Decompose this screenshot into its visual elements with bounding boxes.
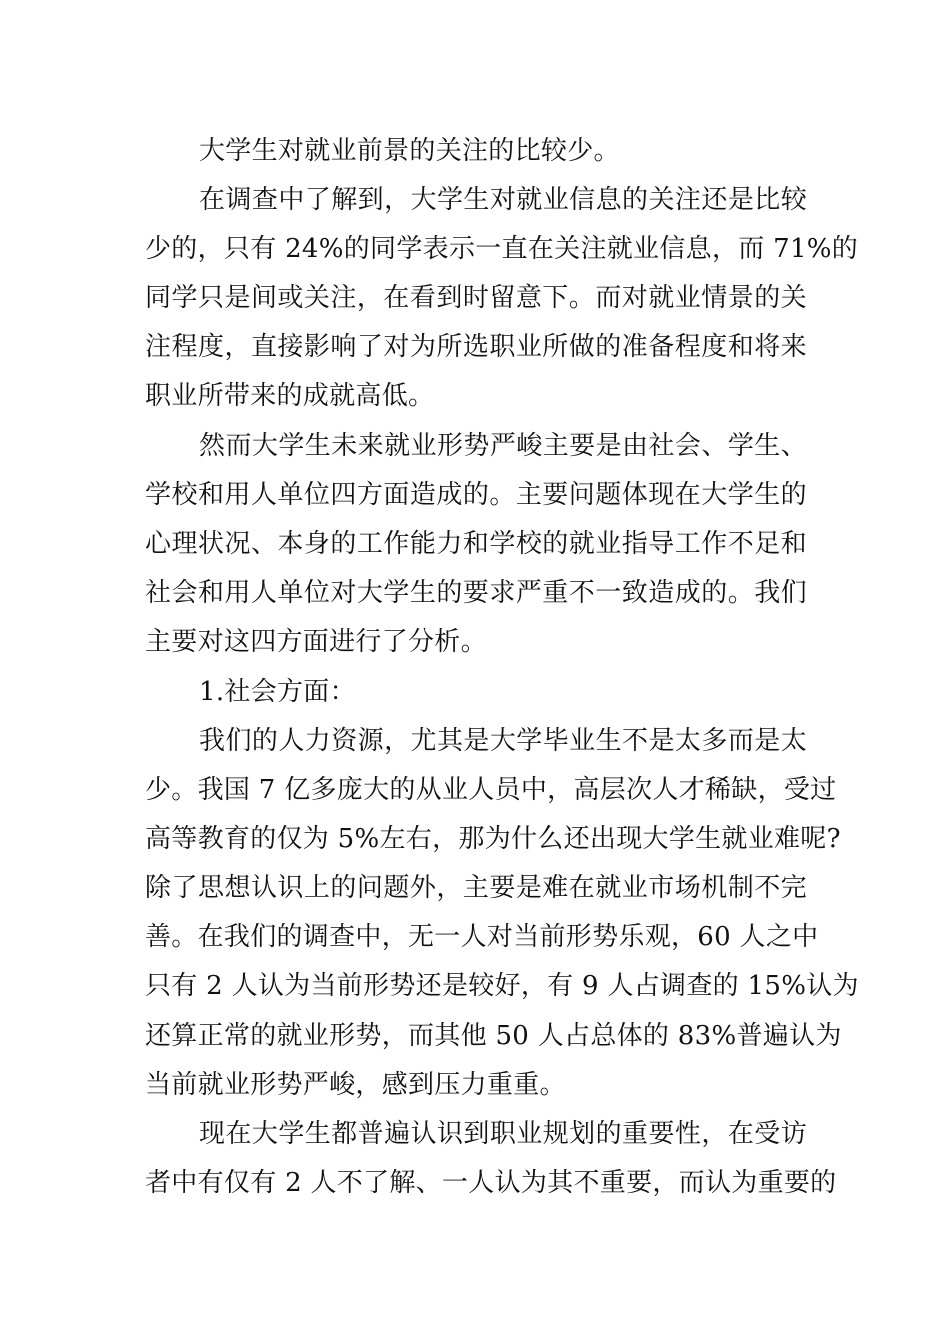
paragraph-2-line-1: 在调查中了解到，大学生对就业信息的关注还是比较 xyxy=(199,185,807,215)
paragraph-5-line-8: 当前就业形势严峻，感到压力重重。 xyxy=(145,1070,566,1100)
paragraph-2-line-4: 注程度，直接影响了对为所选职业所做的准备程度和将来 xyxy=(145,332,807,362)
paragraph-6-line-2: 者中有仅有 2 人不了解、一人认为其不重要，而认为重要的 xyxy=(145,1168,837,1198)
paragraph-6-line-1: 现在大学生都普遍认识到职业规划的重要性，在受访 xyxy=(199,1119,807,1149)
paragraph-5-line-3: 高等教育的仅为 5%左右，那为什么还出现大学生就业难呢? xyxy=(145,824,841,854)
paragraph-5-line-5: 善。在我们的调查中，无一人对当前形势乐观，60 人之中 xyxy=(145,922,819,952)
paragraph-5-line-2: 少。我国 7 亿多庞大的从业人员中，高层次人才稀缺，受过 xyxy=(145,775,837,805)
paragraph-3-line-3: 心理状况、本身的工作能力和学校的就业指导工作不足和 xyxy=(145,529,807,559)
paragraph-3-line-4: 社会和用人单位对大学生的要求严重不一致造成的。我们 xyxy=(145,578,807,608)
paragraph-5-line-7: 还算正常的就业形势，而其他 50 人占总体的 83%普遍认为 xyxy=(145,1021,842,1051)
paragraph-3-line-1: 然而大学生未来就业形势严峻主要是由社会、学生、 xyxy=(199,431,807,461)
paragraph-3-line-5: 主要对这四方面进行了分析。 xyxy=(145,627,487,657)
section-heading-society: 1.社会方面： xyxy=(199,677,356,707)
paragraph-1-line-1: 大学生对就业前景的关注的比较少。 xyxy=(199,136,620,166)
paragraph-5-line-4: 除了思想认识上的问题外，主要是难在就业市场机制不完 xyxy=(145,873,807,903)
paragraph-3-line-2: 学校和用人单位四方面造成的。主要问题体现在大学生的 xyxy=(145,480,807,510)
paragraph-2-line-2: 少的，只有 24%的同学表示一直在关注就业信息，而 71%的 xyxy=(145,234,859,264)
paragraph-2-line-5: 职业所带来的成就高低。 xyxy=(145,381,435,411)
paragraph-2-line-3: 同学只是间或关注，在看到时留意下。而对就业情景的关 xyxy=(145,283,807,313)
paragraph-5-line-6: 只有 2 人认为当前形势还是较好，有 9 人占调查的 15%认为 xyxy=(145,971,859,1001)
paragraph-5-line-1: 我们的人力资源，尤其是大学毕业生不是太多而是太 xyxy=(199,726,807,756)
